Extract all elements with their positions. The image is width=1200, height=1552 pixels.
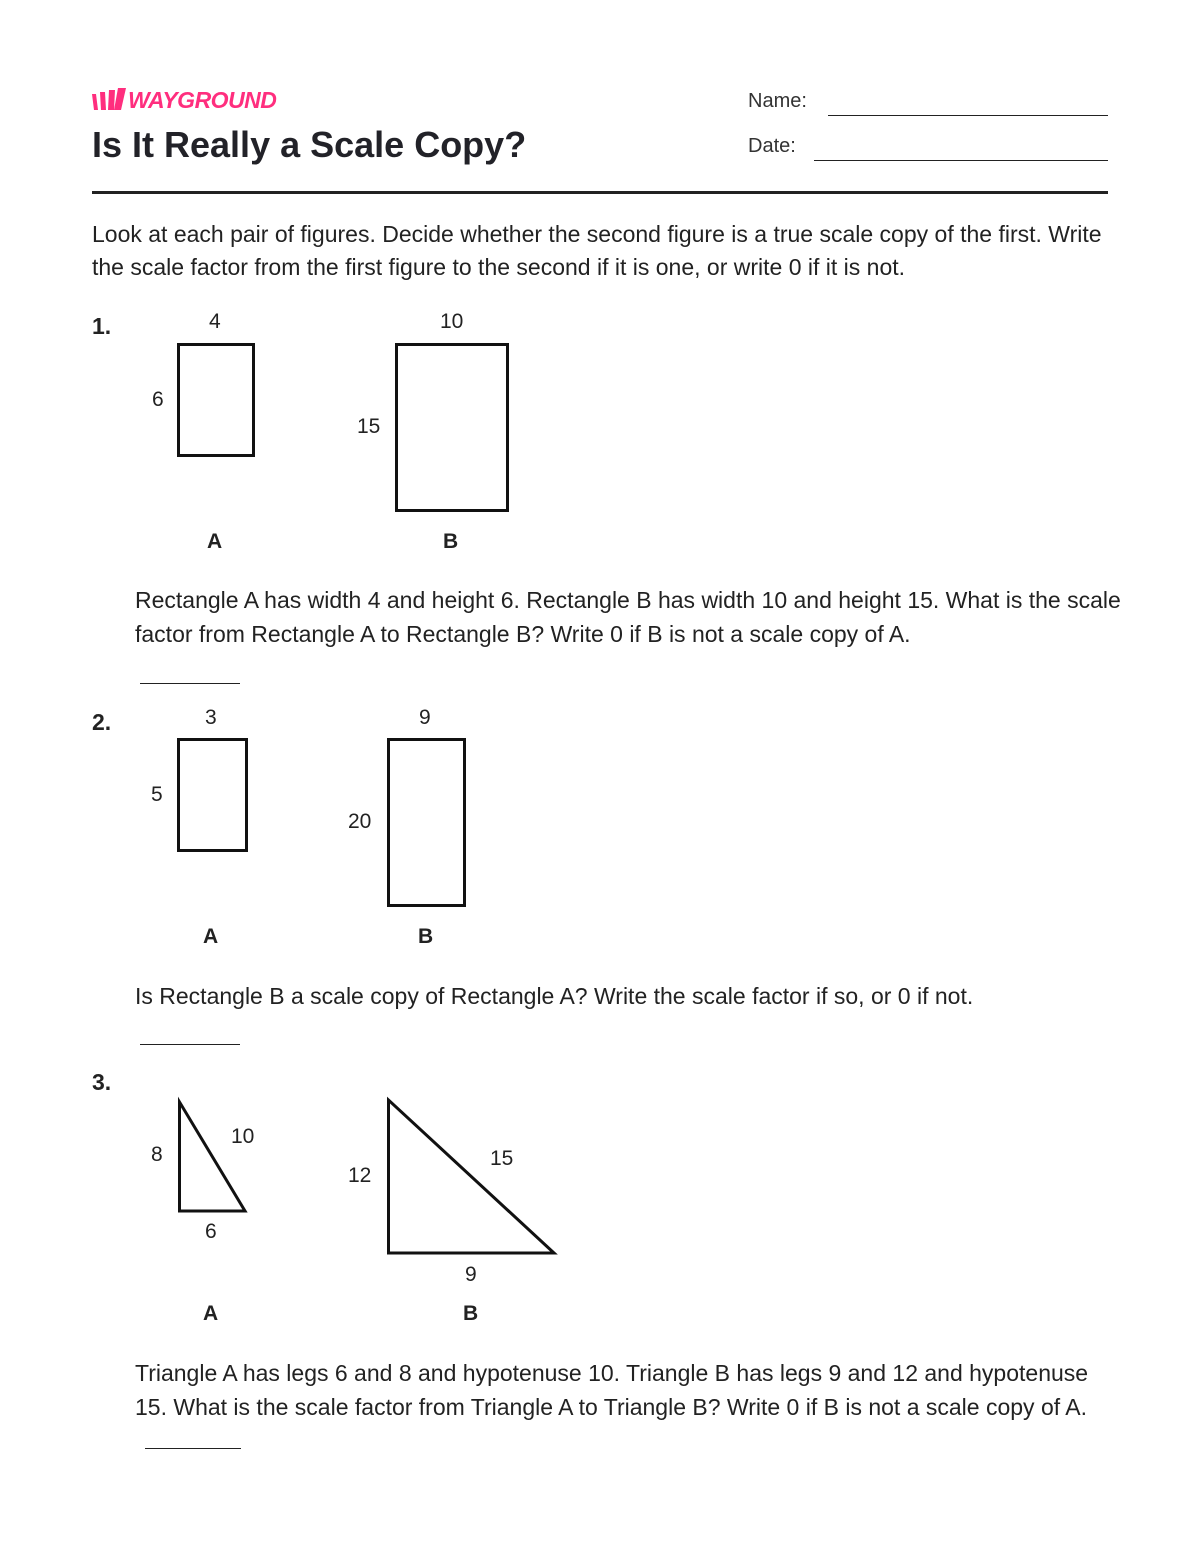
question-prompt-text: Triangle A has legs 6 and 8 and hypotenuse 10. Triangle B has legs 9 and 12 and hypotenuse 15. What is the scale factor from Triangle A to Triangle B? Write 0 if B is not a scale copy of A.: [135, 1360, 1089, 1420]
figure-b-vertical-leg-label: 12: [348, 1164, 372, 1187]
figure-a-height-label: 6: [152, 388, 164, 411]
figure-a-vertical-leg-label: 8: [151, 1143, 163, 1166]
date-field[interactable]: [814, 160, 1108, 161]
question-number: 2.: [92, 709, 112, 735]
figure-b-height-label: 15: [357, 415, 381, 438]
figure-b-hypotenuse-label: 15: [490, 1147, 514, 1170]
question-prompt: [135, 1356, 1125, 1458]
question-prompt: Rectangle A has width 4 and height 6. Rectangle B has width 10 and height 15. What is the scale factor from Rectangle A to Rectangle B? Write 0 if B is not a scale copy of A.: [135, 587, 1121, 647]
answer-field[interactable]: [145, 1448, 241, 1449]
triangle-b: [380, 1090, 570, 1265]
instructions: Look at each pair of figures. Decide whether the second figure is a true scale copy of the first. Write the scale factor from the first figure to the second if it is one, or write 0 if it is not.: [92, 221, 1102, 280]
question-prompt: Is Rectangle B a scale copy of Rectangle A? Write the scale factor if so, or 0 if not.: [135, 983, 974, 1009]
date-label: Date:: [748, 135, 796, 157]
brand-name: WAYGROUND: [128, 86, 277, 113]
page-title: Is It Really a Scale Copy?: [92, 124, 527, 165]
name-label: Name:: [748, 90, 807, 112]
figure-a-label: A: [203, 1302, 219, 1325]
figure-b-label: B: [463, 1302, 479, 1325]
figure-a-width-label: 3: [205, 706, 217, 729]
figure-b-width-label: 10: [440, 310, 464, 333]
name-field[interactable]: [828, 115, 1108, 116]
header-divider: [92, 191, 1108, 194]
triangle-a: [170, 1092, 260, 1220]
rectangle-a: [177, 343, 255, 457]
brand-logo: [92, 86, 276, 114]
question-number: 1.: [92, 313, 112, 339]
figure-a-hypotenuse-label: 10: [231, 1125, 255, 1148]
figure-b-label: B: [418, 925, 434, 948]
figure-b-width-label: 9: [419, 706, 431, 729]
figure-b-label: B: [443, 530, 459, 553]
figure-b-horizontal-leg-label: 9: [465, 1263, 477, 1286]
answer-field[interactable]: [140, 683, 240, 684]
figure-b-height-label: 20: [348, 810, 372, 833]
rectangle-b: [395, 343, 509, 512]
rectangle-b: [387, 738, 466, 907]
question-number: 3.: [92, 1069, 112, 1095]
figure-a-label: A: [203, 925, 219, 948]
rectangle-a: [177, 738, 248, 852]
figure-a-label: A: [207, 530, 223, 553]
answer-field[interactable]: [140, 1044, 240, 1045]
figure-a-height-label: 5: [151, 783, 163, 806]
wayground-logo-icon: [92, 88, 128, 112]
figure-a-width-label: 4: [209, 310, 221, 333]
figure-a-horizontal-leg-label: 6: [205, 1220, 217, 1243]
